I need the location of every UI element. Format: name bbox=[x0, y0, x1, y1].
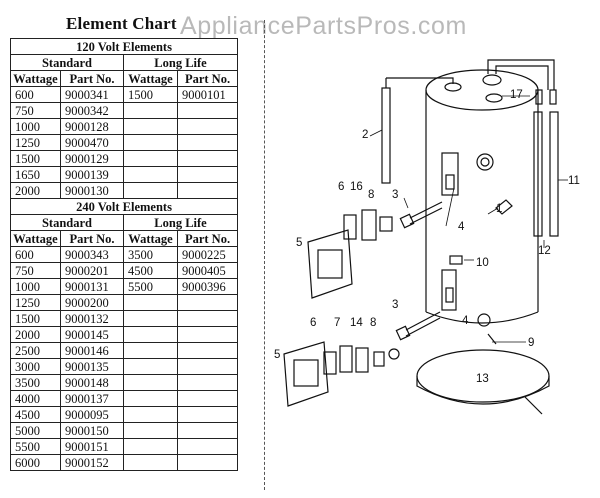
long-life-wattage-cell bbox=[124, 103, 178, 119]
long-life-wattage-cell bbox=[124, 119, 178, 135]
part-number-cell: 9000135 bbox=[61, 359, 124, 375]
long-life-part-cell bbox=[178, 423, 238, 439]
long-life-wattage-cell bbox=[124, 311, 178, 327]
long-life-part-cell bbox=[178, 295, 238, 311]
col-wattage: Wattage bbox=[124, 231, 178, 247]
long-life-part-cell bbox=[178, 343, 238, 359]
wattage-cell: 750 bbox=[11, 103, 61, 119]
col-wattage: Wattage bbox=[124, 71, 178, 87]
long-life-heading-120: Long Life bbox=[124, 55, 238, 71]
long-life-part-cell bbox=[178, 375, 238, 391]
long-life-part-cell bbox=[178, 103, 238, 119]
long-life-wattage-cell bbox=[124, 439, 178, 455]
part-number-cell: 9000095 bbox=[61, 407, 124, 423]
section-120-volt-heading: 120 Volt Elements bbox=[11, 39, 238, 55]
table-row bbox=[11, 359, 238, 375]
part-number-cell: 9000145 bbox=[61, 327, 124, 343]
long-life-wattage-cell bbox=[124, 375, 178, 391]
long-life-part-cell bbox=[178, 311, 238, 327]
long-life-wattage-cell bbox=[124, 167, 178, 183]
wattage-cell: 3500 bbox=[11, 375, 61, 391]
table-row bbox=[11, 375, 238, 391]
table-row bbox=[11, 279, 238, 295]
part-number-cell: 9000131 bbox=[61, 279, 124, 295]
table-row bbox=[11, 167, 238, 183]
long-life-part-cell bbox=[178, 151, 238, 167]
long-life-part-cell bbox=[178, 359, 238, 375]
callout-label: 14 bbox=[350, 317, 363, 329]
callout-label: 17 bbox=[510, 89, 523, 101]
upper-element bbox=[400, 202, 442, 228]
callout-label: 12 bbox=[538, 245, 551, 257]
table-row bbox=[11, 87, 238, 103]
callout-label: 13 bbox=[476, 373, 489, 385]
part-number-cell: 9000200 bbox=[61, 295, 124, 311]
col-part-no: Part No. bbox=[178, 71, 238, 87]
upper-ecoslot bbox=[380, 217, 392, 231]
part-number-cell: 9000342 bbox=[61, 103, 124, 119]
long-life-part-cell: 9000225 bbox=[178, 247, 238, 263]
table-120-volt bbox=[10, 38, 238, 199]
long-life-part-cell bbox=[178, 119, 238, 135]
part-number-cell: 9000129 bbox=[61, 151, 124, 167]
long-life-part-cell bbox=[178, 327, 238, 343]
wattage-cell: 1250 bbox=[11, 295, 61, 311]
part-number-cell: 9000146 bbox=[61, 343, 124, 359]
long-life-wattage-cell: 4500 bbox=[124, 263, 178, 279]
callout-label: 3 bbox=[392, 189, 399, 201]
table-row bbox=[11, 135, 238, 151]
lower-ecoslot bbox=[374, 352, 384, 366]
table-row bbox=[11, 343, 238, 359]
wattage-cell: 3000 bbox=[11, 359, 61, 375]
wattage-cell: 1500 bbox=[11, 311, 61, 327]
long-life-part-cell bbox=[178, 455, 238, 471]
wattage-cell: 5500 bbox=[11, 439, 61, 455]
callout-label: 8 bbox=[368, 189, 375, 201]
long-life-wattage-cell: 1500 bbox=[124, 87, 178, 103]
wattage-cell: 2500 bbox=[11, 343, 61, 359]
col-part-no: Part No. bbox=[178, 231, 238, 247]
lower-element bbox=[396, 312, 440, 340]
wattage-cell: 600 bbox=[11, 87, 61, 103]
lower-access-cover bbox=[284, 342, 328, 406]
table-row bbox=[11, 247, 238, 263]
rows-120-volt bbox=[11, 87, 238, 199]
part-number-cell: 9000139 bbox=[61, 167, 124, 183]
callout-label: 5 bbox=[296, 237, 303, 249]
long-life-part-cell bbox=[178, 391, 238, 407]
long-life-part-cell bbox=[178, 167, 238, 183]
table-row bbox=[11, 295, 238, 311]
table-row bbox=[11, 103, 238, 119]
part-number-cell: 9000341 bbox=[61, 87, 124, 103]
long-life-wattage-cell bbox=[124, 183, 178, 199]
wattage-cell: 600 bbox=[11, 247, 61, 263]
part-number-cell: 9000152 bbox=[61, 455, 124, 471]
part-number-cell: 9000343 bbox=[61, 247, 124, 263]
callout-label: 7 bbox=[334, 317, 341, 329]
long-life-wattage-cell bbox=[124, 151, 178, 167]
callout-label: 8 bbox=[370, 317, 377, 329]
lower-thermostat-opening bbox=[442, 256, 462, 310]
long-life-part-cell bbox=[178, 135, 238, 151]
water-heater-exploded-diagram bbox=[270, 30, 595, 492]
wattage-cell: 1500 bbox=[11, 151, 61, 167]
table-row bbox=[11, 407, 238, 423]
site-watermark: AppliancePartsPros.com bbox=[180, 12, 467, 40]
long-life-wattage-cell: 3500 bbox=[124, 247, 178, 263]
part-number-cell: 9000130 bbox=[61, 183, 124, 199]
tank-body bbox=[426, 70, 538, 323]
callout-label: 16 bbox=[350, 181, 363, 193]
part-number-cell: 9000151 bbox=[61, 439, 124, 455]
upper-thermostat bbox=[362, 210, 376, 240]
wattage-cell: 5000 bbox=[11, 423, 61, 439]
table-row bbox=[11, 327, 238, 343]
long-life-part-cell: 9000396 bbox=[178, 279, 238, 295]
callout-label: 4 bbox=[462, 315, 469, 327]
page-fold-divider bbox=[264, 20, 265, 490]
upper-insulation bbox=[344, 215, 356, 239]
long-life-wattage-cell: 5500 bbox=[124, 279, 178, 295]
lower-thermostat-2 bbox=[356, 348, 368, 372]
callout-label: 9 bbox=[528, 337, 535, 349]
long-life-part-cell bbox=[178, 183, 238, 199]
long-life-part-cell: 9000101 bbox=[178, 87, 238, 103]
callout-label: 6 bbox=[338, 181, 345, 193]
long-life-wattage-cell bbox=[124, 455, 178, 471]
upper-thermostat-opening bbox=[442, 153, 493, 195]
callout-label: 5 bbox=[274, 349, 281, 361]
drain-valve bbox=[478, 314, 496, 344]
part-number-cell: 9000148 bbox=[61, 375, 124, 391]
col-wattage: Wattage bbox=[11, 71, 61, 87]
long-life-wattage-cell bbox=[124, 391, 178, 407]
long-life-wattage-cell bbox=[124, 359, 178, 375]
part-number-cell: 9000470 bbox=[61, 135, 124, 151]
hot-outlet-pipe bbox=[550, 112, 558, 236]
long-life-wattage-cell bbox=[124, 423, 178, 439]
long-life-part-cell bbox=[178, 407, 238, 423]
standard-heading-240: Standard bbox=[11, 215, 124, 231]
table-240-volt bbox=[10, 198, 238, 471]
lower-thermostat bbox=[340, 346, 352, 372]
callout-label: 10 bbox=[476, 257, 489, 269]
part-number-cell: 9000201 bbox=[61, 263, 124, 279]
wattage-cell: 2000 bbox=[11, 327, 61, 343]
table-row bbox=[11, 439, 238, 455]
gasket bbox=[389, 349, 399, 359]
callout-label: 4 bbox=[458, 221, 465, 233]
wattage-cell: 1650 bbox=[11, 167, 61, 183]
long-life-wattage-cell bbox=[124, 135, 178, 151]
col-part-no: Part No. bbox=[61, 71, 124, 87]
long-life-wattage-cell bbox=[124, 343, 178, 359]
wattage-cell: 1000 bbox=[11, 279, 61, 295]
table-row bbox=[11, 455, 238, 471]
callout-label: 3 bbox=[392, 299, 399, 311]
part-number-cell: 9000150 bbox=[61, 423, 124, 439]
long-life-wattage-cell bbox=[124, 295, 178, 311]
wattage-cell: 4000 bbox=[11, 391, 61, 407]
long-life-part-cell bbox=[178, 439, 238, 455]
callout-label: 11 bbox=[568, 175, 580, 187]
wattage-cell: 750 bbox=[11, 263, 61, 279]
table-row bbox=[11, 183, 238, 199]
col-wattage: Wattage bbox=[11, 231, 61, 247]
callout-label: 2 bbox=[362, 129, 369, 141]
table-row bbox=[11, 311, 238, 327]
wattage-cell: 2000 bbox=[11, 183, 61, 199]
callout-label: 6 bbox=[310, 317, 317, 329]
wattage-cell: 4500 bbox=[11, 407, 61, 423]
callout-label: 1 bbox=[496, 203, 503, 215]
wattage-cell: 6000 bbox=[11, 455, 61, 471]
part-number-cell: 9000137 bbox=[61, 391, 124, 407]
long-life-wattage-cell bbox=[124, 407, 178, 423]
wattage-cell: 1250 bbox=[11, 135, 61, 151]
table-row bbox=[11, 263, 238, 279]
part-number-cell: 9000128 bbox=[61, 119, 124, 135]
long-life-heading-240: Long Life bbox=[124, 215, 238, 231]
table-row bbox=[11, 391, 238, 407]
col-part-no: Part No. bbox=[61, 231, 124, 247]
section-240-volt-heading: 240 Volt Elements bbox=[11, 199, 238, 215]
long-life-wattage-cell bbox=[124, 327, 178, 343]
wattage-cell: 1000 bbox=[11, 119, 61, 135]
table-row bbox=[11, 151, 238, 167]
element-chart-title: Element Chart bbox=[66, 14, 177, 33]
table-row bbox=[11, 423, 238, 439]
standard-heading-120: Standard bbox=[11, 55, 124, 71]
part-number-cell: 9000132 bbox=[61, 311, 124, 327]
table-row bbox=[11, 119, 238, 135]
upper-access-cover bbox=[308, 230, 352, 298]
rows-240-volt bbox=[11, 247, 238, 471]
long-life-part-cell: 9000405 bbox=[178, 263, 238, 279]
